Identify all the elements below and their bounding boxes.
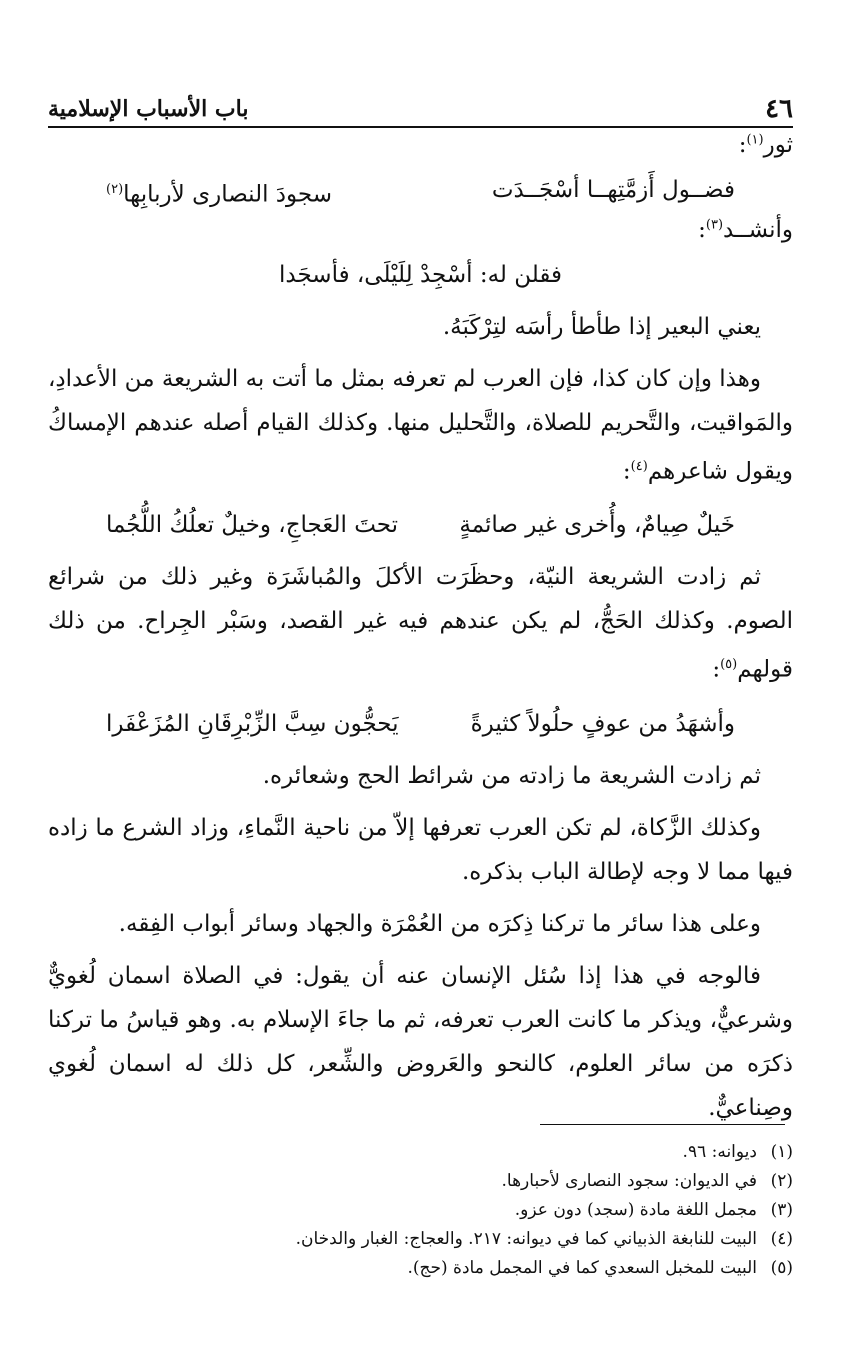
page-header (48, 92, 793, 128)
main-text (48, 132, 793, 1130)
verse-2: فقلن له: أسْجِدْ لِلَيْلَى، فأسجَدا (278, 261, 563, 288)
footnote-ref-1: (١) (746, 132, 764, 148)
verse-3-first-hemistich: خَيلٌ صِيامٌ، وأُخرى غير صائمةٍ (459, 512, 735, 539)
footnote: (١) ديوانه: ٩٦. (682, 1142, 793, 1162)
verse-3 (48, 503, 793, 547)
paragraph-7: فالوجه في هذا إذا سُئل الإنسان عنه أن يقول: في الصلاة اسمان لُغويٌّ وشرعيٌّ، ويذكر ما كانت العرب تعرفه، ثم ما جاءَ الإسلام به. وهو قياسُ ما تركنا ذكرَه من سائر العلوم، كالنحو والعَروض والشِّعر، كل ذلك له اسمان لُغوي وصِناعيٌّ. (48, 962, 793, 1121)
verse-4-first-hemistich: وأشهَدُ من عوفٍ حلُولاً كثيرةً (470, 710, 735, 737)
intro-line: ثور$^{(١)}$: (738, 132, 793, 158)
page-number: ٤٦ (765, 94, 793, 124)
verse-4-second-hemistich: يَحجُّون سِبَّ الزِّبْرِقَانِ المُزَعْفَرا (106, 710, 399, 737)
footnote-ref-2: (٢) (106, 182, 124, 197)
footnotes (48, 1138, 793, 1283)
paragraph-4: ثم زادت الشريعة ما زادته من شرائط الحج وشعائره. (262, 762, 761, 789)
footnote: (٥) البيت للمخبل السعدي كما في المجمل مادة (حج). (407, 1258, 793, 1278)
paragraph-1: يعني البعير إذا طأطأ رأسَه لتِرْكَبَهُ. (442, 313, 761, 340)
footnote: (٣) مجمل اللغة مادة (سجد) دون عزو. (514, 1200, 793, 1220)
paragraph-3: ثم زادت الشريعة النيّة، وحظَرَت الأكلَ والمُباشَرَة وغير ذلك من شرائع الصوم. وكذلك الحَجُّ، لم يكن عندهم فيه غير القصد، وسَبْر الجِراح. من ذلك قولهم$^{(٥)}$: (48, 564, 793, 683)
paragraph-2: وهذا وإن كان كذا، فإن العرب لم تعرفه بمثل ما أتت به الشريعة من الأعدادِ، والمَواقيت، والتَّحريم للصلاة، والتَّحليل منها. وكذلك القيام أصله عندهم الإمساكُ ويقول شاعرهم$^{(٤)}$: (48, 365, 793, 485)
recite-line: وأنشــد$^{(٣)}$: (698, 216, 793, 243)
paragraph-6: وعلى هذا سائر ما تركنا ذِكرَه من العُمْرَة والجهاد وسائر أبواب الفِقه. (118, 910, 761, 937)
footnote: (٤) البيت للنابغة الذبياني كما في ديوانه: ٢١٧. والعجاج: الغبار والدخان. (295, 1229, 793, 1249)
verse-1-second-hemistich: سجودَ النصارى لأربابِها$^{(٢)}$ (106, 181, 333, 208)
footnote-ref-4: (٤) (630, 458, 648, 474)
running-head: باب الأسباب الإسلامية (48, 96, 249, 122)
verse-3-second-hemistich: تحتَ العَجاجِ، وخيلٌ تعلُكُ اللُّجُما (106, 512, 399, 539)
verse-4 (48, 702, 793, 746)
paragraph-5: وكذلك الزَّكاة، لم تكن العرب تعرفها إلاّ من ناحية النَّماءِ، وزاد الشرع ما زاده فيها مما لا وجه لإطالة الباب بذكره. (48, 814, 793, 885)
verse-1 (48, 168, 793, 217)
verse-1-first-hemistich: فضــول أَزمَّتِهــا أسْجَــدَت (491, 177, 735, 203)
footnote-ref-3: (٣) (705, 217, 724, 232)
footnote-ref-5: (٥) (720, 657, 738, 673)
footnotes-divider (540, 1124, 785, 1125)
footnote: (٢) في الديوان: سجود النصارى لأحبارها. (501, 1171, 793, 1191)
